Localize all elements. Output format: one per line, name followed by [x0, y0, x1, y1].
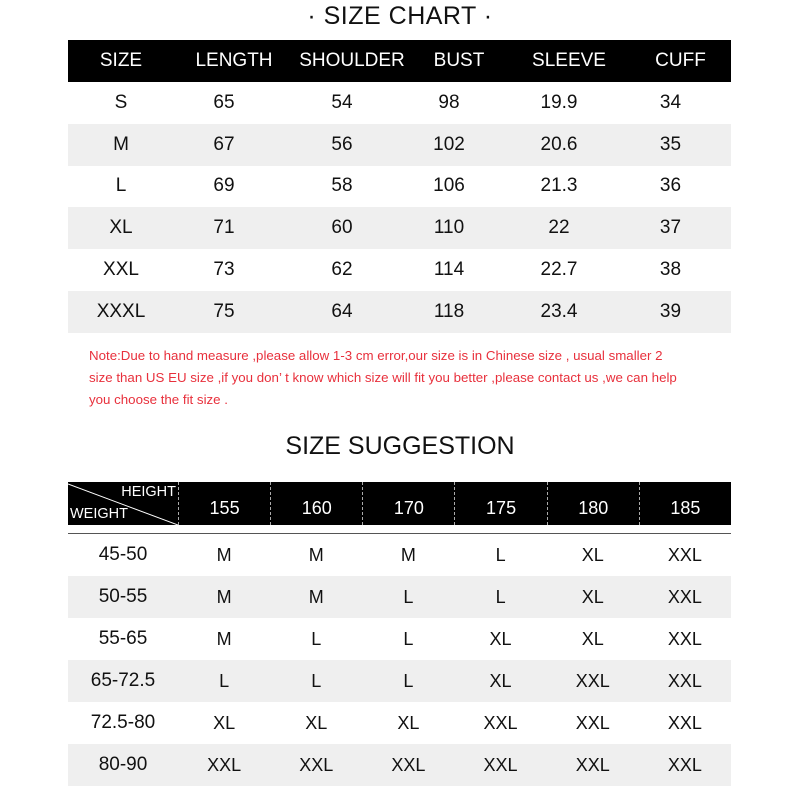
- size-cell: XXXL: [96, 300, 146, 322]
- suggested-size-cell: M: [308, 586, 324, 607]
- suggested-size-cell: L: [403, 586, 414, 607]
- size-row: [68, 124, 731, 166]
- suggested-size-cell: XL: [581, 628, 604, 649]
- height-header: 180: [547, 482, 639, 525]
- size-cell: 38: [659, 259, 682, 281]
- suggested-size-cell: XXL: [667, 544, 702, 565]
- size-cell: 54: [331, 91, 353, 113]
- suggested-size-cell: XXL: [667, 628, 702, 649]
- suggested-size-cell: XXL: [667, 712, 702, 733]
- suggested-size-cell: XL: [581, 586, 604, 607]
- suggested-size-cell: XXL: [575, 670, 610, 691]
- header-cell: LENGTH: [195, 50, 273, 71]
- size-cell: 60: [331, 217, 353, 239]
- suggested-size-cell: L: [495, 586, 506, 607]
- size-cell: 69: [213, 175, 235, 197]
- weight-cell: 55-65: [98, 628, 148, 649]
- suggested-size-cell: M: [216, 628, 232, 649]
- size-chart-table: [68, 40, 731, 333]
- size-cell: 64: [331, 300, 353, 322]
- size-cell: M: [113, 133, 129, 155]
- suggested-size-cell: XXL: [483, 754, 518, 775]
- size-suggestion-title: SIZE SUGGESTION: [285, 432, 515, 460]
- suggestion-row: [68, 744, 731, 786]
- suggestion-row: [68, 534, 731, 576]
- size-cell: 106: [433, 175, 465, 197]
- header-cell: SIZE: [99, 50, 143, 71]
- size-cell: 23.4: [540, 300, 578, 322]
- suggestion-row: [68, 702, 731, 744]
- weight-cell: 65-72.5: [90, 670, 156, 691]
- suggested-size-cell: XXL: [391, 754, 426, 775]
- size-cell: 20.6: [540, 133, 578, 155]
- suggested-size-cell: XL: [213, 712, 236, 733]
- size-cell: 65: [213, 91, 235, 113]
- size-cell: 71: [213, 217, 235, 239]
- suggested-size-cell: L: [219, 670, 230, 691]
- suggested-size-cell: XXL: [667, 586, 702, 607]
- size-row: [68, 207, 731, 249]
- size-row: [68, 249, 731, 291]
- size-chart-title: · SIZE CHART ·: [307, 2, 493, 30]
- size-row: [68, 291, 731, 333]
- suggested-size-cell: XL: [305, 712, 328, 733]
- suggested-size-cell: L: [403, 670, 414, 691]
- size-cell: 67: [213, 133, 235, 155]
- size-cell: 35: [659, 133, 682, 155]
- measurement-note: Note:Due to hand measure ,please allow 1-3 cm error,our size is in Chinese size , usual smaller 2 size than US EU size ,if you don’ t know which size will fit you better ,please contact us ,we can help you choose the fit size .: [89, 348, 677, 407]
- size-cell: 118: [433, 300, 465, 322]
- suggested-size-cell: M: [216, 544, 232, 565]
- size-cell: S: [114, 91, 128, 113]
- suggested-size-cell: XXL: [207, 754, 242, 775]
- header-separator: [68, 525, 731, 534]
- size-cell: 56: [331, 133, 353, 155]
- size-cell: 73: [213, 259, 235, 281]
- size-suggestion-table: [68, 482, 731, 786]
- size-cell: 114: [433, 259, 465, 281]
- suggested-size-cell: XXL: [575, 754, 610, 775]
- suggestion-row: [68, 576, 731, 618]
- suggested-size-cell: XL: [397, 712, 420, 733]
- suggested-size-cell: M: [400, 544, 416, 565]
- suggested-size-cell: XL: [581, 544, 604, 565]
- size-cell: 21.3: [540, 175, 578, 197]
- size-suggestion-header: [68, 482, 731, 525]
- weight-label: WEIGHT: [70, 506, 128, 522]
- size-row: [68, 82, 731, 124]
- size-cell: 37: [659, 217, 682, 239]
- height-header: 170: [362, 482, 454, 525]
- suggested-size-cell: L: [403, 628, 414, 649]
- size-cell: 22: [548, 217, 570, 239]
- size-cell: 110: [433, 217, 465, 239]
- corner-cell: [68, 482, 178, 525]
- header-cell: SHOULDER: [299, 50, 405, 71]
- weight-cell: 45-50: [98, 544, 148, 565]
- suggested-size-cell: XL: [489, 628, 512, 649]
- suggested-size-cell: L: [495, 544, 506, 565]
- weight-cell: 72.5-80: [90, 712, 156, 733]
- height-header: 160: [270, 482, 362, 525]
- size-cell: 39: [659, 300, 682, 322]
- size-cell: 36: [659, 175, 682, 197]
- suggested-size-cell: XL: [489, 670, 512, 691]
- size-cell: XL: [109, 217, 133, 239]
- suggested-size-cell: M: [308, 544, 324, 565]
- suggested-size-cell: XXL: [483, 712, 518, 733]
- size-cell: 102: [433, 133, 465, 155]
- suggested-size-cell: M: [216, 586, 232, 607]
- suggestion-row: [68, 618, 731, 660]
- weight-cell: 80-90: [98, 754, 148, 775]
- suggested-size-cell: L: [311, 628, 322, 649]
- height-header: 185: [639, 482, 731, 525]
- weight-cell: 50-55: [98, 586, 148, 607]
- size-cell: 98: [438, 91, 460, 113]
- size-cell: L: [115, 175, 127, 197]
- suggested-size-cell: XXL: [667, 754, 702, 775]
- size-cell: XXL: [103, 259, 139, 281]
- height-label: HEIGHT: [121, 484, 176, 500]
- suggested-size-cell: XXL: [575, 712, 610, 733]
- size-cell: 75: [213, 300, 235, 322]
- header-cell: CUFF: [655, 50, 706, 71]
- height-header: 155: [178, 482, 270, 525]
- size-cell: 58: [331, 175, 353, 197]
- size-row: [68, 166, 731, 208]
- size-chart-header: [68, 40, 731, 82]
- suggested-size-cell: XXL: [299, 754, 334, 775]
- size-cell: 62: [331, 259, 353, 281]
- suggestion-row: [68, 660, 731, 702]
- suggested-size-cell: L: [311, 670, 322, 691]
- size-cell: 34: [659, 91, 682, 113]
- size-cell: 19.9: [540, 91, 578, 113]
- suggested-size-cell: XXL: [667, 670, 702, 691]
- size-cell: 22.7: [540, 259, 578, 281]
- height-header: 175: [454, 482, 546, 525]
- header-cell: BUST: [433, 50, 485, 71]
- header-cell: SLEEVE: [532, 50, 606, 71]
